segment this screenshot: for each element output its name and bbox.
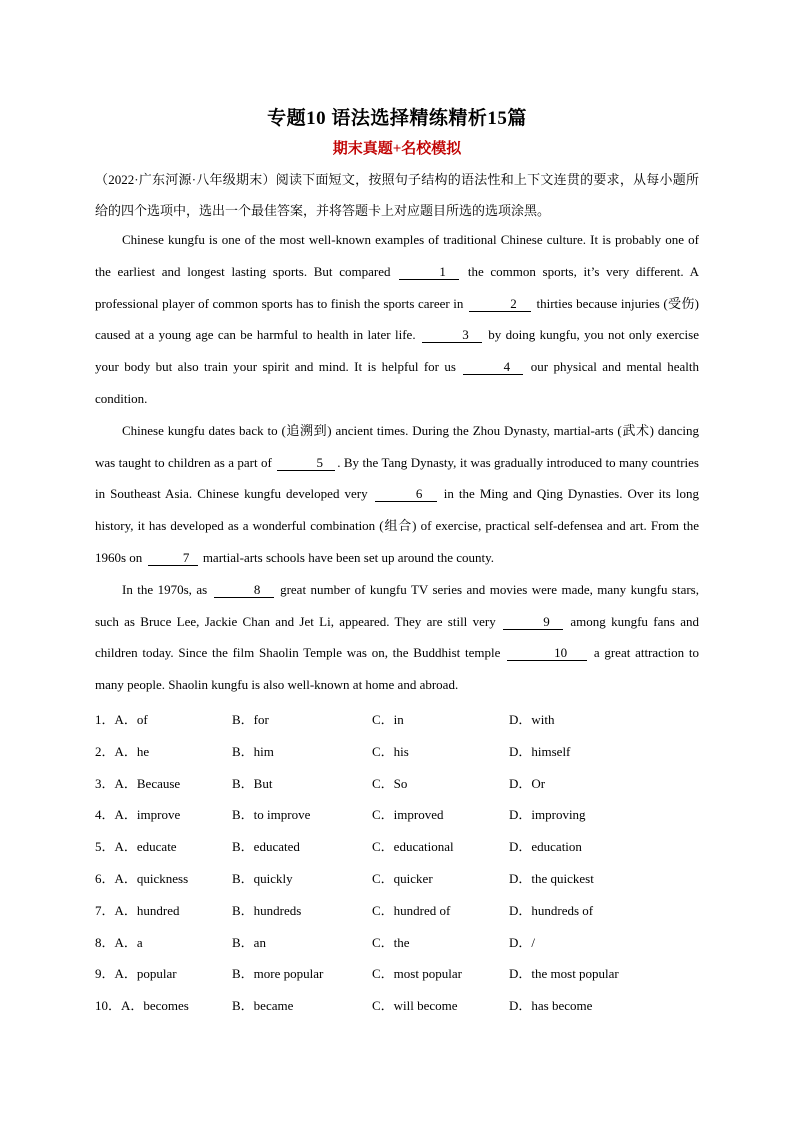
option-a: 9．A．popular: [95, 966, 177, 982]
question-row: [95, 703, 715, 735]
passage-text: a great attraction to many people. Shaolin kungfu is also well-known at home and abroad.: [95, 645, 699, 693]
option-b: B．for: [232, 712, 269, 727]
option-a: 2．A．he: [95, 743, 150, 759]
option-b: B．quickly: [232, 870, 293, 886]
question-row: [95, 989, 715, 1021]
option-c: C．the: [372, 934, 410, 950]
passage-text: great number of kungfu TV series and movies were made, many kungfu stars, such as Bruce Lee, Jackie Chan and Jet Li, appeared. They are still very: [95, 581, 699, 629]
blank-5: 5: [277, 455, 335, 471]
question-row: [95, 830, 715, 862]
option-d: D．/: [509, 934, 536, 950]
option-c: C．improved: [372, 807, 444, 823]
blank-2: 2: [469, 296, 531, 312]
passage-text: Chinese kungfu is one of the most well-known examples of traditional Chinese culture. It is probably one of the earliest and longest lasting sports. But compared: [95, 232, 699, 279]
option-d: D．himself: [509, 743, 571, 759]
option-c: C．in: [372, 712, 404, 727]
blank-8: 8: [214, 582, 274, 598]
option-a: 6．A．quickness: [95, 870, 189, 886]
blank-10: 10: [507, 645, 587, 661]
option-d: D．improving: [509, 807, 586, 823]
option-b: B．But: [232, 775, 273, 791]
passage: [95, 224, 699, 701]
blank-3: 3: [422, 327, 482, 343]
option-a: 1．A．of: [95, 712, 148, 727]
passage-paragraph-3: [95, 574, 699, 701]
option-b: B．an: [232, 934, 266, 950]
blank-1: 1: [399, 264, 459, 280]
option-a: 5．A．educate: [95, 839, 177, 855]
passage-text: Chinese kungfu dates back to (追溯到) ancient times. During the Zhou Dynasty, martial-arts (武术) dancing was taught to children as a part of: [95, 422, 699, 470]
option-b: B．hundreds: [232, 902, 302, 918]
option-a: 7．A．hundred: [95, 902, 180, 918]
page-subtitle: 期末真题+名校模拟: [332, 141, 462, 157]
question-row: [95, 798, 715, 830]
option-c: C．most popular: [372, 966, 462, 982]
passage-text: in the Ming and Qing Dynasties. Over its long history, it has developed as a wonderful combination (组合) of exercise, practical self-defensea and art. From the 1960s on: [95, 486, 699, 565]
option-b: B．became: [232, 998, 294, 1014]
passage-text: In the 1970s, as: [122, 581, 212, 597]
option-a: 10．A．becomes: [95, 998, 189, 1014]
page-title: 专题10 语法选择精练精析15篇: [267, 108, 527, 129]
option-b: B．more popular: [232, 966, 324, 982]
option-d: D．the most popular: [509, 966, 619, 982]
option-d: D．with: [509, 712, 555, 727]
passage-text: the common sports, it’s very different. A professional player of common sports has to finish the sports career in: [95, 263, 699, 311]
option-a: 4．A．improve: [95, 807, 181, 823]
option-d: D．hundreds of: [509, 902, 594, 918]
question-row: [95, 957, 715, 989]
option-c: C．educational: [372, 839, 454, 855]
option-b: B．to improve: [232, 807, 311, 823]
option-d: D．the quickest: [509, 870, 594, 886]
option-b: B．him: [232, 743, 274, 759]
question-row: [95, 735, 715, 767]
option-c: C．will become: [372, 998, 458, 1014]
passage-text: among kungfu fans and children today. Since the film Shaolin Temple was on, the Buddhist temple: [95, 613, 699, 661]
passage-paragraph-1: [95, 224, 699, 415]
passage-text: thirties because injuries (受伤) caused at a young age can be harmful to health in later life.: [95, 295, 699, 343]
blank-9: 9: [503, 614, 563, 630]
option-c: C．his: [372, 743, 409, 759]
question-row: [95, 862, 715, 894]
passage-paragraph-2: [95, 415, 699, 574]
blank-4: 4: [463, 359, 523, 375]
option-a: 8．A．a: [95, 934, 143, 950]
passage-text: our physical and mental health condition.: [95, 359, 699, 406]
option-c: C．hundred of: [372, 902, 451, 918]
option-d: D．education: [509, 839, 582, 855]
option-b: B．educated: [232, 839, 300, 855]
question-row: [95, 926, 715, 958]
blank-6: 6: [375, 486, 437, 502]
option-d: D．has become: [509, 998, 593, 1014]
passage-text: martial-arts schools have been set up around the county.: [199, 549, 495, 565]
passage-text: . By the Tang Dynasty, it was gradually introduced to many countries in Southeast Asia. Chinese kungfu developed very: [95, 454, 699, 502]
question-row: [95, 894, 715, 926]
option-d: D．Or: [509, 775, 546, 791]
option-a: 3．A．Because: [95, 775, 181, 791]
option-c: C．quicker: [372, 870, 433, 886]
instructions: [95, 164, 699, 226]
instructions-text: （2022·广东河源·八年级期末）阅读下面短文，按照句子结构的语法性和上下文连贯的要求，从每小题所给的四个选项中，选出一个最佳答案，并将答题卡上对应题目所选的选项涂黑。: [95, 172, 699, 218]
options-list: [95, 703, 715, 1021]
passage-text: by doing kungfu, you not only exercise your body but also train your spirit and mind. It is helpful for us: [95, 327, 699, 375]
option-c: C．So: [372, 775, 408, 791]
blank-7: 7: [148, 550, 198, 566]
question-row: [95, 767, 715, 799]
